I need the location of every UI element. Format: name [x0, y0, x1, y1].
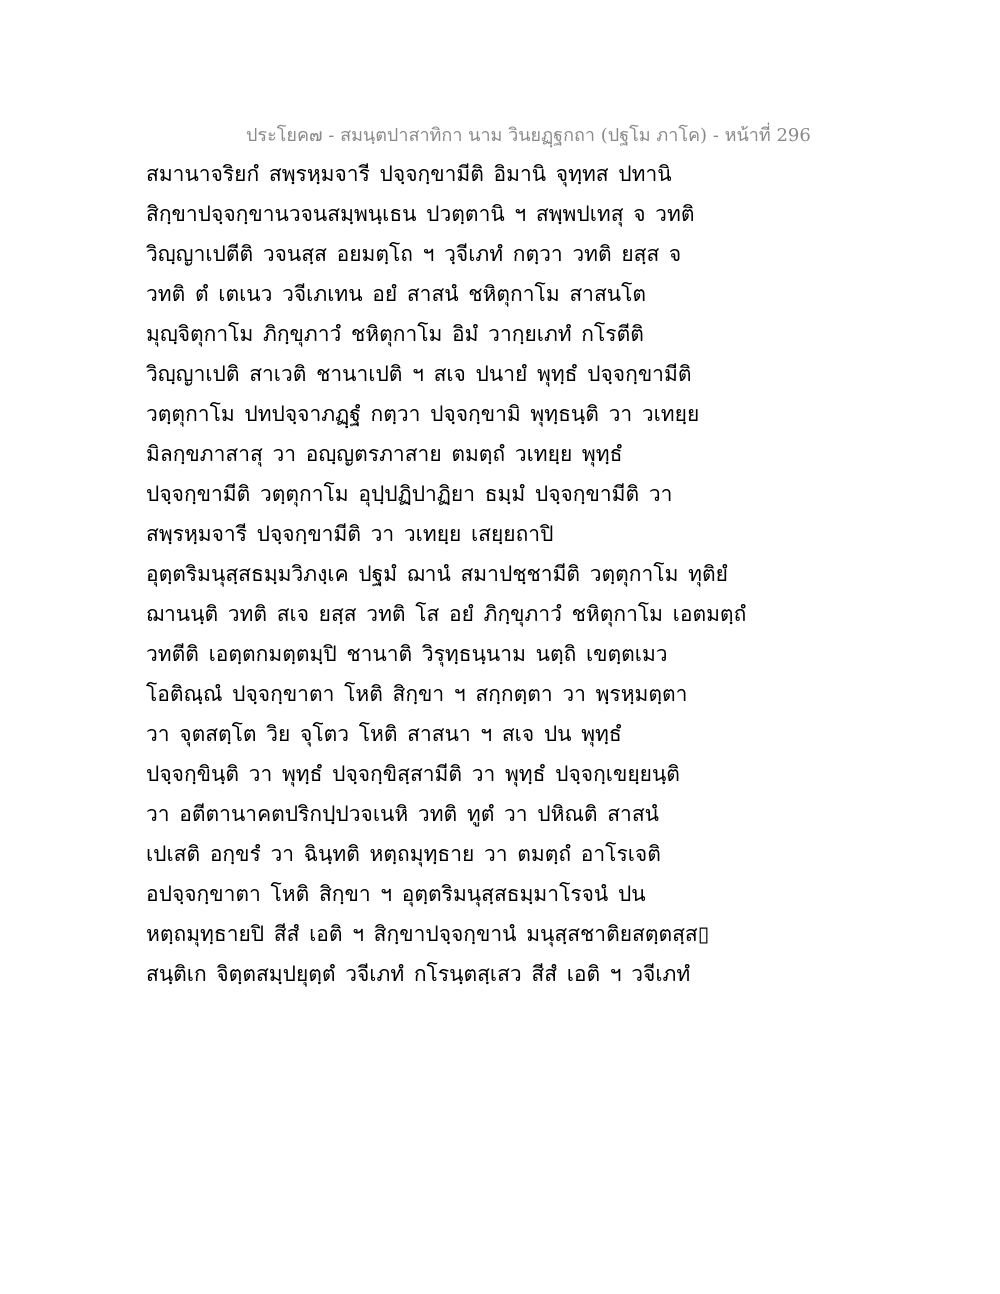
text-line: สิกฺขาปจฺจกฺขานวจนสมฺพนฺเธน ปวตฺตานิ ฯ สพฺพปเทสุ จ วทติ — [146, 202, 695, 226]
text-line: ฌานนฺติ วทติ สเจ ยสฺส วทติ โส อยํ ภิกฺขุภาวํ ชหิตุกาโม เอตมตฺถํ — [146, 602, 747, 626]
text-line: วิญฺญาเปตีติ วจนสฺส อยมตฺโถ ฯ วฺจีเภทํ กตฺวา วทติ ยสฺส จ — [146, 242, 682, 266]
text-line: วา จุตสตฺโต วิย จุโตว โหติ สาสนา ฯ สเจ ปน พุทฺธํ — [146, 722, 622, 746]
text-line: เปเสติ อกฺขรํ วา ฉินฺทติ หตฺถมุทฺธาย วา ตมตฺถํ อาโรเจติ — [146, 842, 661, 866]
text-line: ปจฺจกฺขามีติ วตฺตุกาโม อุปฺปฏิปาฏิยา ธมฺมํ ปจฺจกฺขามีติ วา — [146, 482, 673, 506]
text-line: มุญฺจิตุกาโม ภิกฺขุภาวํ ชหิตุกาโม อิมํ วากฺยเภทํ กโรตีติ — [146, 322, 644, 346]
text-line: วิญฺญาเปติ สาเวติ ชานาเปติ ฯ สเจ ปนายํ พุทฺธํ ปจฺจกฺขามีติ — [146, 362, 692, 386]
text-line: หตฺถมุทฺธายปิ สีสํ เอติ ฯ สิกฺขาปจฺจกฺขานํ มนุสฺสชาติยสตฺตสฺส▯ — [146, 922, 710, 946]
text-line: ปจฺจกฺขินฺติ วา พุทฺธํ ปจฺจกฺขิสฺสามีติ วา พุทฺธํ ปจฺจกฺเขยฺยนฺติ — [146, 762, 680, 786]
text-line: วตฺตุกาโม ปทปจฺจาภฏฺฐํ กตฺวา ปจฺจกฺขามิ พุทฺธนฺติ วา วเทยฺย — [146, 402, 700, 426]
body-text — [146, 154, 746, 994]
text-line: วา อตีตานาคตปริกปฺปวจเนหิ วทติ ทูตํ วา ปหิณติ สาสนํ — [146, 802, 660, 826]
text-line: อปจฺจกฺขาตา โหติ สิกฺขา ฯ อุตฺตริมนุสฺสธมฺมาโรจนํ ปน — [146, 882, 646, 906]
text-line: โอติณฺณํ ปจฺจกฺขาตา โหติ สิกฺขา ฯ สกฺกตฺตา วา พฺรหฺมตฺตา — [146, 682, 688, 706]
text-line: สมานาจริยกํ สพฺรหฺมจารี ปจฺจกฺขามีติ อิมานิ จุทฺทส ปทานิ — [146, 162, 672, 186]
text-line: สพฺรหฺมจารี ปจฺจกฺขามีติ วา วเทยฺย เสยฺยถาปิ — [146, 522, 554, 546]
text-line: สนฺติเก จิตฺตสมฺปยุตฺตํ วจีเภทํ กโรนฺตสฺเสว สีสํ เอติ ฯ วจีเภทํ — [146, 962, 691, 986]
text-line: วทติ ตํ เตเนว วจีเภเทน อยํ สาสนํ ชหิตุกาโม สาสนโต — [146, 282, 647, 306]
text-line: มิลกฺขภาสาสุ วา อญฺญตรภาสาย ตมตฺถํ วเทยฺย พุทฺธํ — [146, 442, 623, 466]
text-line: วทตีติ เอตฺตกมตฺตมฺปิ ชานาติ วิรุทฺธนฺนาม นตฺถิ เขตฺตเมว — [146, 642, 668, 666]
text-line: อุตฺตริมนุสฺสธมฺมวิภงฺเค ปฐมํ ฌานํ สมาปชฺชามีติ วตฺตุกาโม ทุติยํ — [146, 562, 728, 586]
page-header: ประโยค๗ - สมนฺตปาสาทิกา นาม วินยฏฺฐกถา (ปฐโม ภาโค) - หน้าที่ 296 — [246, 125, 811, 146]
